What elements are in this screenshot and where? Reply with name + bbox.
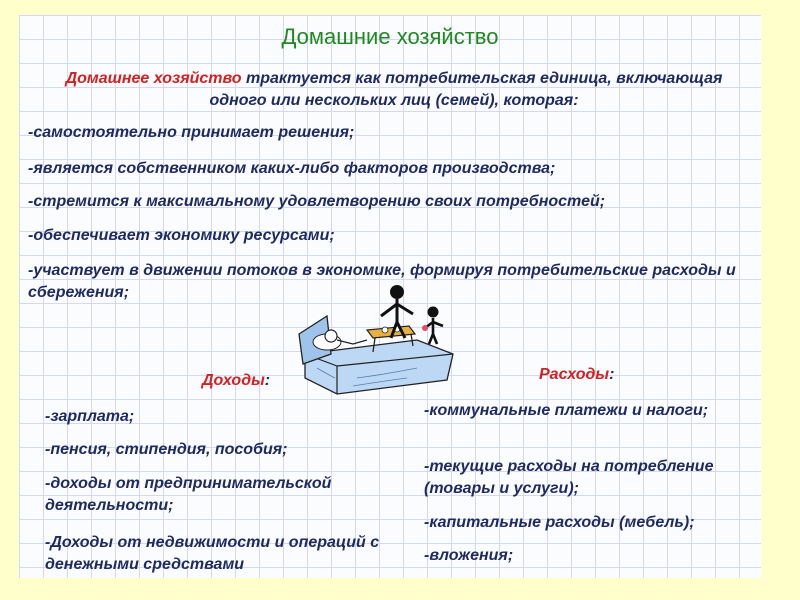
bullet-2: -является собственником каких-либо факторов производства; [28, 160, 556, 177]
income-item-3: -доходы от предпринимательской деятельности; [45, 475, 332, 514]
slide [19, 15, 761, 578]
income-heading-label: Доходы [202, 372, 265, 389]
expense-item-1: -коммунальные платежи и налоги; [424, 402, 709, 419]
income-item-4: -Доходы от недвижимости и операций с денежными средствами [45, 534, 380, 573]
income-item-2: -пенсия, стипендия, пособия; [45, 441, 288, 458]
expenses-heading-colon: : [609, 366, 615, 383]
expense-item-2: -текущие расходы на потребление (товары и услуги); [424, 458, 714, 497]
expense-item-3: -капитальные расходы (мебель); [424, 514, 695, 531]
income-heading-colon: : [264, 372, 271, 389]
income-heading [202, 372, 270, 390]
expenses-heading-label: Расходы [539, 366, 610, 383]
income-item-1: -зарплата; [45, 408, 135, 425]
intro-paragraph [49, 68, 739, 112]
family-breakfast-illustration [297, 282, 467, 400]
bullet-4: -обеспечивает экономику ресурсами; [28, 227, 335, 244]
slide-title: Домашние хозяйство [281, 24, 499, 49]
bullet-3: -стремится к максимальному удовлетворению своих потребностей; [28, 193, 606, 210]
expense-item-4: -вложения; [424, 547, 514, 564]
expenses-heading [539, 366, 614, 384]
bullet-5: -участвует в движении потоков в экономике, формируя потребительские расходы и сбережения; [28, 262, 736, 301]
bullet-1: -самостоятельно принимает решения; [28, 124, 355, 141]
intro-text: трактуется как потребительская единица, включающая одного или нескольких лиц (семей), которая: [209, 70, 723, 109]
intro-highlight: Домашнее хозяйство [65, 70, 242, 87]
